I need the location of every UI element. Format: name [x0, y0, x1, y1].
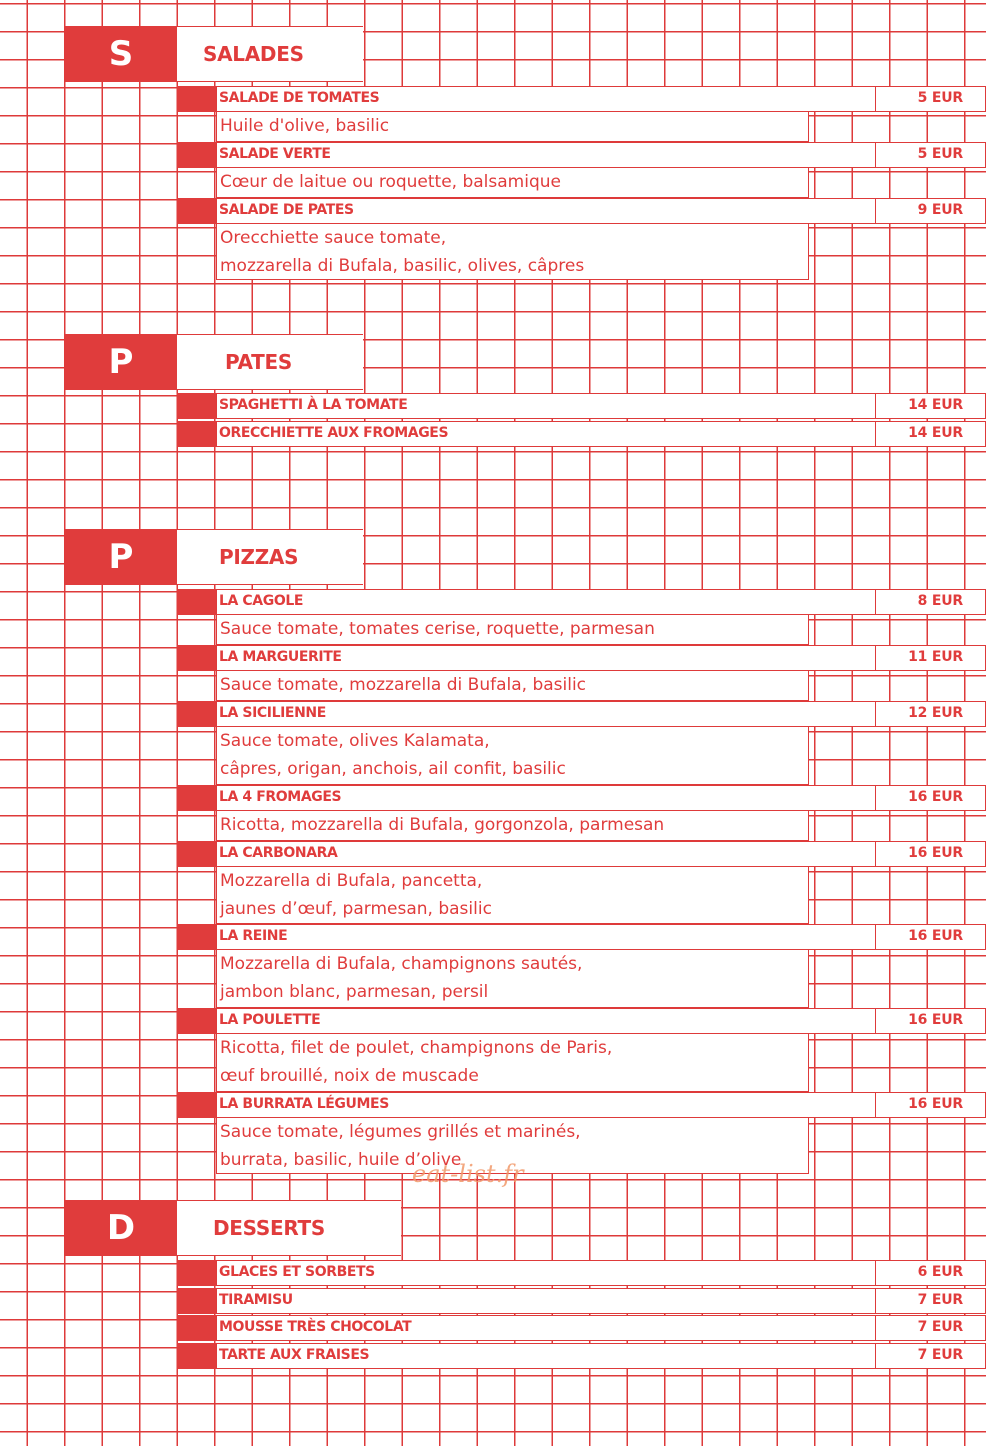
item-description: Ricotta, filet de poulet, champignons de Paris, œuf brouillé, noix de muscade: [216, 1034, 809, 1092]
section-title: DESSERTS: [177, 1200, 401, 1256]
item-price: 9 EUR: [876, 198, 986, 224]
item-price: 16 EUR: [876, 1008, 986, 1034]
item-name: LA POULETTE: [216, 1008, 876, 1034]
item-marker: [177, 841, 216, 867]
item-price: 6 EUR: [876, 1260, 986, 1286]
item-name: LA CAGOLE: [216, 589, 876, 615]
item-name: LA BURRATA LÉGUMES: [216, 1092, 876, 1118]
section-title: SALADES: [177, 26, 363, 82]
item-marker: [177, 701, 216, 727]
item-price: 7 EUR: [876, 1315, 986, 1341]
item-name: LA REINE: [216, 924, 876, 950]
item-price: 11 EUR: [876, 645, 986, 671]
item-name: TIRAMISU: [216, 1288, 876, 1314]
item-marker: [177, 1343, 216, 1369]
item-name: SALADE DE PATES: [216, 198, 876, 224]
section-letter: D: [65, 1200, 177, 1256]
item-marker: [177, 393, 216, 419]
item-price: 16 EUR: [876, 841, 986, 867]
item-marker: [177, 1315, 216, 1341]
item-name: ORECCHIETTE AUX FROMAGES: [216, 421, 876, 447]
item-name: GLACES ET SORBETS: [216, 1260, 876, 1286]
item-description: Sauce tomate, tomates cerise, roquette, parmesan: [216, 615, 809, 645]
item-price: 12 EUR: [876, 701, 986, 727]
item-name: SALADE DE TOMATES: [216, 86, 876, 112]
item-marker: [177, 1260, 216, 1286]
section-title: PATES: [177, 334, 363, 390]
item-marker: [177, 785, 216, 811]
item-name: TARTE AUX FRAISES: [216, 1343, 876, 1369]
item-price: 5 EUR: [876, 142, 986, 168]
item-name: SALADE VERTE: [216, 142, 876, 168]
item-name: MOUSSE TRÈS CHOCOLAT: [216, 1315, 876, 1341]
item-name: LA CARBONARA: [216, 841, 876, 867]
section-letter: P: [65, 334, 177, 390]
item-price: 16 EUR: [876, 924, 986, 950]
item-description: Sauce tomate, olives Kalamata, câpres, origan, anchois, ail confit, basilic: [216, 727, 809, 785]
item-price: 8 EUR: [876, 589, 986, 615]
item-marker: [177, 198, 216, 224]
section-letter: P: [65, 529, 177, 585]
item-marker: [177, 142, 216, 168]
section-letter: S: [65, 26, 177, 82]
item-name: LA MARGUERITE: [216, 645, 876, 671]
item-marker: [177, 645, 216, 671]
item-marker: [177, 1008, 216, 1034]
item-price: 7 EUR: [876, 1288, 986, 1314]
item-description: Huile d'olive, basilic: [216, 112, 809, 142]
item-description: Cœur de laitue ou roquette, balsamique: [216, 168, 809, 198]
item-name: LA 4 FROMAGES: [216, 785, 876, 811]
item-marker: [177, 421, 216, 447]
item-description: Sauce tomate, mozzarella di Bufala, basilic: [216, 671, 809, 701]
item-description: Sauce tomate, légumes grillés et marinés, burrata, basilic, huile d’olive: [216, 1118, 809, 1174]
item-name: LA SICILIENNE: [216, 701, 876, 727]
item-description: Mozzarella di Bufala, pancetta, jaunes d’œuf, parmesan, basilic: [216, 867, 809, 924]
item-marker: [177, 1092, 216, 1118]
item-price: 14 EUR: [876, 421, 986, 447]
item-marker: [177, 86, 216, 112]
item-price: 7 EUR: [876, 1343, 986, 1369]
item-description: Mozzarella di Bufala, champignons sautés, jambon blanc, parmesan, persil: [216, 950, 809, 1008]
item-name: SPAGHETTI À LA TOMATE: [216, 393, 876, 419]
watermark: eat-list.fr: [412, 1160, 524, 1188]
item-marker: [177, 924, 216, 950]
item-description: Ricotta, mozzarella di Bufala, gorgonzola, parmesan: [216, 811, 809, 841]
item-description: Orecchiette sauce tomate, mozzarella di Bufala, basilic, olives, câpres: [216, 224, 809, 280]
item-price: 5 EUR: [876, 86, 986, 112]
section-title: PIZZAS: [177, 529, 363, 585]
item-marker: [177, 589, 216, 615]
item-price: 14 EUR: [876, 393, 986, 419]
item-marker: [177, 1288, 216, 1314]
item-price: 16 EUR: [876, 785, 986, 811]
item-price: 16 EUR: [876, 1092, 986, 1118]
